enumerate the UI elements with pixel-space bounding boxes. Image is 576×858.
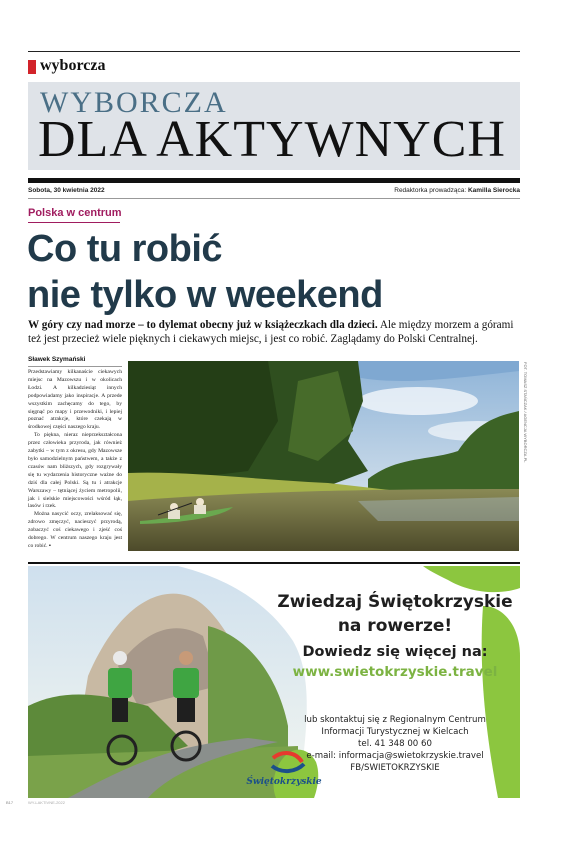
ad-separator-rule [28,562,520,564]
print-code: WY-LAKTIVNE-2022 [28,800,65,805]
masthead-rule [28,178,520,183]
wyborcza-logo-mark [28,60,36,74]
ad-facebook[interactable]: FB/SWIETOKRZYSKIE [350,763,440,773]
top-rule [28,51,520,52]
page-number: B17 [6,800,14,805]
river-kayak-photo [128,361,519,551]
body-paragraph: Przedstawiamy kilkanaście ciekawych miejsc na Mazowszu i w okolicach Łodzi. A kilkadziesiąt innych podpowiadamy jako inspiracje. A przede wszystkim zachęcamy do tego, by sięgnąć po mapy i przewodniki, i lepiej poznać atrakcje, które czekają w środkowej części naszego kraju. [28,369,122,431]
photo-credit: FOT. TOMASZ STAŃCZAK / AGENCJA WYBORCZA.PL [523,362,528,463]
article-kicker: Polska w centrum [28,207,122,219]
ad-email[interactable]: e-mail: informacja@swietokrzyskie.travel [306,751,484,761]
editor-credit: Redaktorka prowadząca: Kamilla Sierocka [394,187,520,194]
article-photo [128,361,519,551]
wyborcza-logo-text: wyborcza [40,57,106,74]
ad-title-line1: Zwiedzaj Świętokrzyskie [277,592,513,612]
article-author: Sławek Szymański [28,356,86,363]
ad-title-line2: na rowerze! [337,616,453,636]
kicker-underline [28,222,120,223]
masthead-thin-rule [28,198,520,199]
author-rule [28,366,122,367]
ad-url-link[interactable]: www.swietokrzyskie.travel [292,664,498,680]
issue-date: Sobota, 30 kwietnia 2022 [28,187,105,194]
article-lead: W góry czy nad morze – to dylemat obecny już w książeczkach dla dzieci. Ale między morzem a górami też jest przecież wiele pięknych i ciekawych miejsc, i jest co robić. Zaglądamy do Polski Centralnej. [28,319,514,345]
ad-more-line: Dowiedz się więcej na: [302,644,488,660]
body-paragraph: Można nasycić oczy, zrelaksować się, zdrowo zmęczyć, nacieszyć przyrodą, zobaczyć coś ciekawego i zjeść coś dobrego. W centrum naszego kraju jest co robić. ▪ [28,511,122,549]
swietokrzyskie-logo-text: Świętokrzyskie [246,777,322,787]
ad-contact-block: lub skontaktuj się z Regionalnym Centrum Informacji Turystycznej w Kielcach tel. 41 348 00 60 e-mail: informacja@swietokrzyskie.travel FB/SWIETOKRZYSKIE [270,714,520,774]
section-title: DLA AKTYWNYCH [38,111,506,168]
article-headline: Co tu robić nie tylko w weekend [27,228,383,316]
body-paragraph: To piękna, nieraz nieprzekształcona przez człowieka przyroda, jak również zabytki – w tym z okresu, gdy Mazowsze było samodzielnym państwem, a także z czasów nam bliższych, gdy rozgrywały się tu wydarzenia historyczne ważne do dziś dla całej Polski. Są tu i atrakcje Warszawy – tętniącej życiem metropolii, jak i sielskie miejscowości wśród łąk, lasów i rzek. [28,432,122,510]
section-subtitle: WYBORCZA [40,86,228,119]
article-body [28,369,122,551]
